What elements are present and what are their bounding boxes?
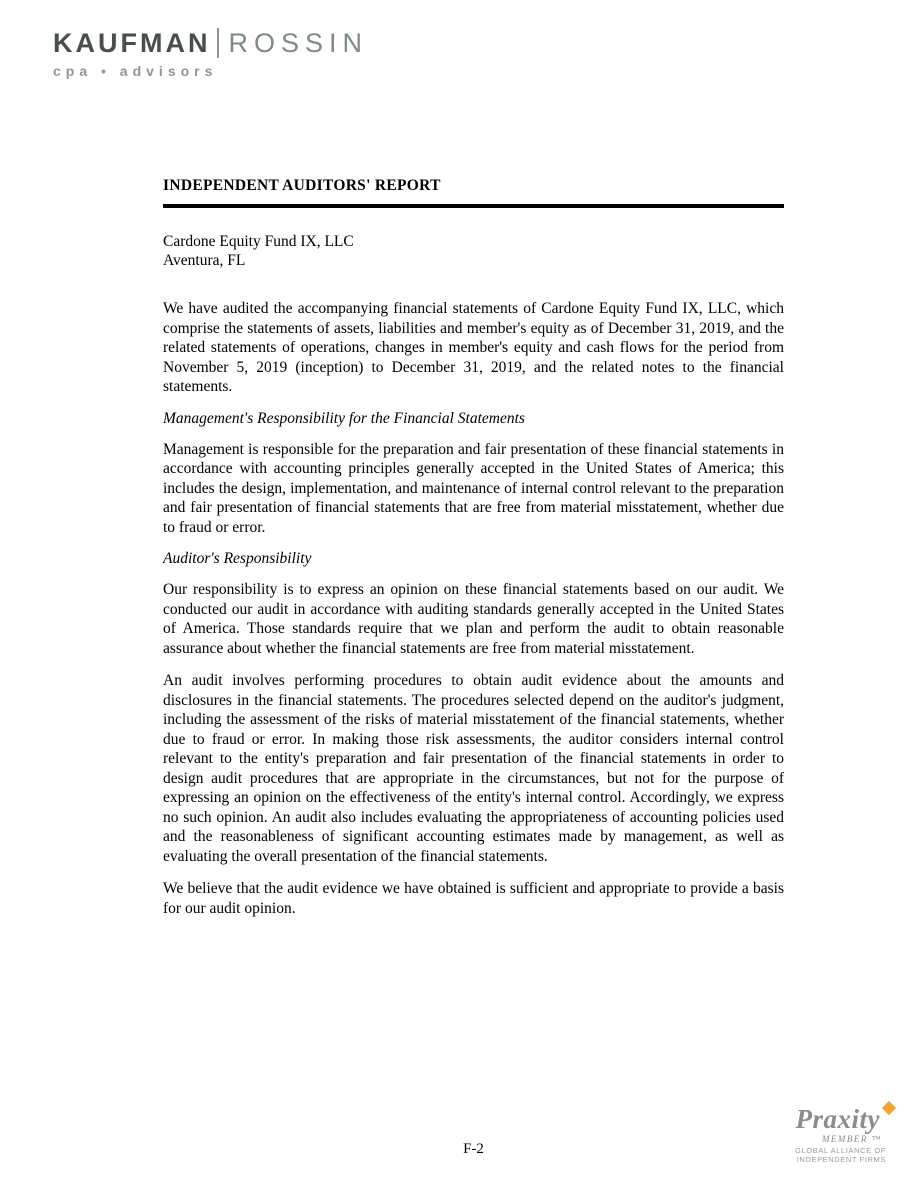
praxity-logo — [795, 1105, 886, 1164]
closing-paragraph: We believe that the audit evidence we have obtained is sufficient and appropriate to provide a basis for our audit opinion. — [163, 880, 784, 917]
kaufman-rossin-wordmark — [53, 28, 368, 58]
praxity-wordmark — [796, 1105, 887, 1133]
auditor-paragraph-2: An audit involves performing procedures to obtain audit evidence about the amounts and disclosures in the financial statements. The procedures selected depend on the auditor's judgment, including the assessment of the risks of material misstatement of the financial statements, whether due to fraud or error. In making those risk assessments, the auditor considers internal control relevant to the entity's preparation and fair presentation of the financial statements in order to design audit procedures that are appropriate in the circumstances, but not for the purpose of expressing an opinion on the effectiveness of the entity's internal control. Accordingly, we express no such opinion. An audit also includes evaluating the appropriateness of accounting policies used and the reasonableness of significant accounting estimates made by management, as well as evaluating the overall presentation of the financial statements. — [163, 672, 784, 865]
report-body — [163, 177, 784, 931]
praxity-name-text: Praxity — [795, 1104, 880, 1134]
logo-kaufman-text: KAUFMAN — [53, 28, 211, 58]
praxity-diamond-icon — [882, 1101, 896, 1115]
auditor-paragraph-1: Our responsibility is to express an opinion on these financial statements based on our audit. We conducted our audit in accordance with auditing standards generally accepted in the United States of America. Those standards require that we plan and perform the audit to obtain reasonable assurance about whether the financial statements are free from material misstatement. — [163, 581, 784, 657]
logo-tagline: cpa • advisors — [53, 63, 218, 79]
intro-paragraph: We have audited the accompanying financial statements of Cardone Equity Fund IX, LLC, which comprise the statements of assets, liabilities and member's equity as of December 31, 2019, and the related statements of operations, changes in member's equity and cash flows for the period from November 5, 2019 (inception) to December 31, 2019, and the related notes to the financial statements. — [163, 300, 784, 395]
praxity-member-label: MEMBER ™ — [821, 1134, 882, 1144]
title-rule — [163, 204, 784, 208]
addressee-location: Aventura, FL — [163, 252, 246, 269]
management-responsibility-heading: Management's Responsibility for the Financial Statements — [163, 409, 525, 427]
kaufman-rossin-logo — [53, 28, 368, 79]
logo-rossin-text: ROSSIN — [228, 28, 369, 58]
praxity-alliance-line1: GLOBAL ALLIANCE OF — [795, 1146, 886, 1155]
praxity-alliance-line2: INDEPENDENT FIRMS — [796, 1155, 886, 1164]
page-number: F-2 — [463, 1141, 484, 1157]
praxity-alliance-text — [795, 1146, 886, 1164]
addressee-company: Cardone Equity Fund IX, LLC — [163, 233, 354, 250]
addressee-block — [163, 232, 784, 270]
report-title: INDEPENDENT AUDITORS' REPORT — [163, 177, 441, 194]
management-paragraph: Management is responsible for the preparation and fair presentation of these financial statements in accordance with accounting principles generally accepted in the United States of America; this includes the design, implementation, and maintenance of internal control relevant to the preparation and fair presentation of financial statements that are free from material misstatement, whether due to fraud or error. — [163, 440, 784, 536]
auditor-responsibility-heading: Auditor's Responsibility — [163, 550, 312, 567]
logo-divider — [217, 28, 219, 58]
